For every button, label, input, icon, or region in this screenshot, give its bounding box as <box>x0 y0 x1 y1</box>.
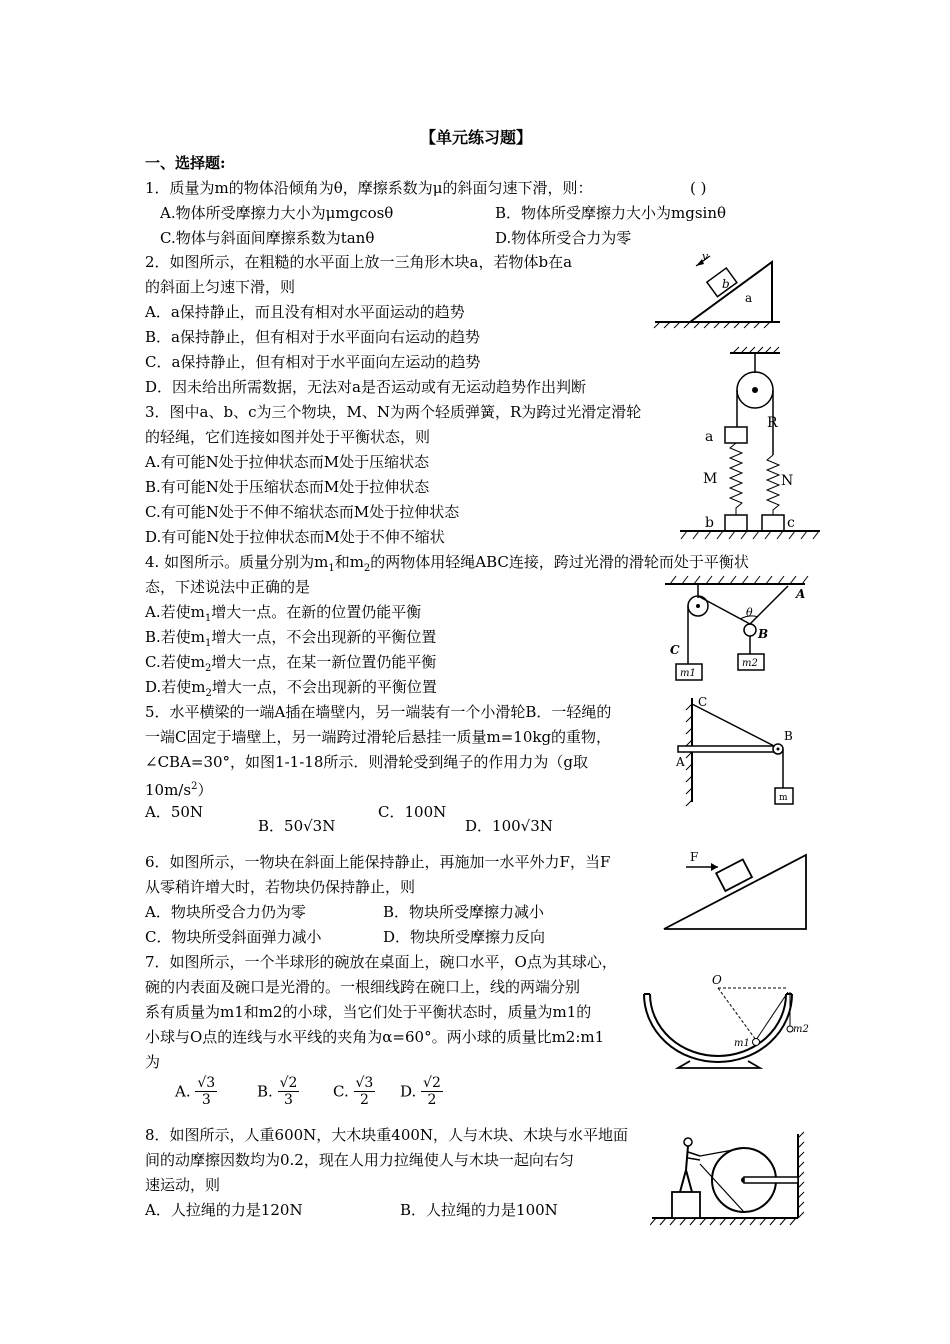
q2-fig-label-b: b <box>722 277 730 291</box>
q7-option-a: A. $\frac{√3}{3}$ <box>175 1075 216 1108</box>
q4-fig-label-b: B <box>758 627 769 641</box>
q7-option-d: D. $\frac{√2}{2}$ <box>400 1075 441 1108</box>
q6-option-a: A．物块所受合力仍为零 <box>145 903 306 921</box>
q6-option-b: B．物块所受摩擦力减小 <box>383 903 545 921</box>
q4-stem-line1: 4. 如图所示。质量分别为$m_1$和$m_2$的两物体用轻绳ABC连接，跨过光滑的滑轮而处于平衡状 <box>145 553 749 574</box>
q4-option-b: B.若使$m_1$增大一点，不会出现新的平衡位置 <box>145 628 437 649</box>
q6-incline-force-figure <box>660 845 815 935</box>
page-title: 【单元练习题】 <box>420 128 533 147</box>
q5-option-a: A．50N <box>145 803 204 821</box>
q2-incline-figure <box>650 250 785 330</box>
q2-fig-label-v: v <box>702 250 709 263</box>
q1-option-c: C.物体与斜面间摩擦系数为tanθ <box>160 229 375 247</box>
q4-pulley-figure <box>660 572 810 684</box>
q2-stem-line1: 2．如图所示，在粗糙的水平面上放一三角形木块a，若物体b在a <box>145 253 573 271</box>
q3-fig-label-b: b <box>705 515 714 531</box>
q2-option-d: D．因未给出所需数据，无法对a是否运动或有无运动趋势作出判断 <box>145 378 586 396</box>
q6-option-c: C．物块所受斜面弹力减小 <box>145 928 322 946</box>
q5-beam-figure <box>670 690 830 812</box>
q8-person-block-figure <box>650 1130 810 1226</box>
q1-answer-bracket: ( ) <box>690 179 707 197</box>
q5-fig-label-a: A <box>676 755 685 769</box>
q5-option-d: D．100√3N <box>465 817 553 835</box>
q1-option-d: D.物体所受合力为零 <box>495 229 632 247</box>
q3-fig-label-n: N <box>781 473 794 489</box>
q1-stem: 1．质量为m的物体沿倾角为θ，摩擦系数为μ的斜面匀速下滑，则： <box>145 179 593 197</box>
q3-fig-label-m: M <box>703 471 718 487</box>
q8-option-a: A．人拉绳的力是120N <box>145 1201 303 1219</box>
q6-stem-line2: 从零稍许增大时，若物块仍保持静止，则 <box>145 878 416 896</box>
q7-fig-label-m1: m1 <box>734 1038 750 1049</box>
q7-stem-line3: 系有质量为m1和m2的小球，当它们处于平衡状态时，质量为m1的 <box>145 1003 592 1021</box>
q8-stem-line2: 间的动摩擦因数均为0.2，现在人用力拉绳使人与木块一起向右匀 <box>145 1151 574 1169</box>
q5-stem-line3: ∠CBA=30°，如图1-1-18所示．则滑轮受到绳子的作用力为（g取 <box>145 753 588 771</box>
q3-fig-label-c: c <box>787 515 795 531</box>
q3-option-a: A.有可能N处于拉伸状态而M处于压缩状态 <box>145 453 430 471</box>
section-heading: 一、选择题: <box>145 154 226 172</box>
q7-stem-line1: 7．如图所示，一个半球形的碗放在桌面上，碗口水平，O点为其球心， <box>145 953 617 971</box>
q4-fig-label-a: A <box>796 587 806 601</box>
q6-option-d: D．物块所受摩擦力反向 <box>383 928 546 946</box>
q4-fig-label-theta: θ <box>746 606 753 619</box>
q3-option-d: D.有可能N处于拉伸状态而M处于不伸不缩状 <box>145 528 445 546</box>
q3-stem-line1: 3．图中a、b、c为三个物块，M、N为两个轻质弹簧，R为跨过光滑定滑轮 <box>145 403 642 421</box>
q1-option-a: A.物体所受摩擦力大小为μmgcosθ <box>160 204 394 222</box>
q7-stem-line4: 小球与O点的连线与水平线的夹角为α=60°。两小球的质量比m2:m1 <box>145 1028 605 1046</box>
q2-stem-line2: 的斜面上匀速下滑，则 <box>145 278 296 296</box>
q2-option-a: A．a保持静止，而且没有相对水平面运动的趋势 <box>145 303 465 321</box>
q7-stem-line5: 为 <box>145 1053 161 1071</box>
q8-stem-line1: 8．如图所示，人重600N，大木块重400N，人与木块、木块与水平地面 <box>145 1126 629 1144</box>
q4-option-a: A.若使$m_1$增大一点。在新的位置仍能平衡 <box>145 603 422 624</box>
q4-fig-label-c: C <box>670 643 680 657</box>
q5-fig-label-b: B <box>784 729 793 743</box>
q7-stem-line2: 碗的内表面及碗口是光滑的。一根细线跨在碗口上，线的两端分别 <box>145 978 581 996</box>
q4-fig-label-m2: m2 <box>742 658 758 669</box>
q3-fig-label-a: a <box>705 429 714 445</box>
q2-fig-label-a: a <box>745 291 753 305</box>
q3-fig-label-r: R <box>767 415 778 431</box>
q7-option-c: C. $\frac{√3}{2}$ <box>333 1075 374 1108</box>
q3-stem-line2: 的轻绳，它们连接如图并处于平衡状态，则 <box>145 428 431 446</box>
q8-option-b: B．人拉绳的力是100N <box>400 1201 558 1219</box>
q7-fig-label-o: O <box>712 973 722 987</box>
q5-option-c: C．100N <box>378 803 447 821</box>
q4-fig-label-m1: m1 <box>680 668 696 679</box>
q6-fig-label-f: F <box>690 850 699 864</box>
q2-option-c: C．a保持静止，但有相对于水平面向左运动的趋势 <box>145 353 481 371</box>
q3-option-b: B.有可能N处于压缩状态而M处于拉伸状态 <box>145 478 430 496</box>
q7-option-b: B. $\frac{√2}{3}$ <box>257 1075 298 1108</box>
q3-option-c: C.有可能N处于不伸不缩状态而M处于拉伸状态 <box>145 503 460 521</box>
q7-bowl-figure <box>640 968 815 1070</box>
q6-stem-line1: 6．如图所示，一物块在斜面上能保持静止，再施加一水平外力F，当F <box>145 853 611 871</box>
q7-fig-label-m2: m2 <box>793 1024 809 1035</box>
q5-option-b: B．50√3N <box>258 817 336 835</box>
q5-stem-line1: 5．水平横梁的一端A插在墙壁内，另一端装有一个小滑轮B．一轻绳的 <box>145 703 612 721</box>
q5-fig-label-c: C <box>698 695 708 709</box>
q5-stem-line2: 一端C固定于墙壁上，另一端跨过滑轮后悬挂一质量m=10kg的重物， <box>145 728 612 746</box>
q3-spring-pulley-figure <box>675 345 825 545</box>
q5-fig-label-m: m <box>779 793 788 803</box>
q1-option-b: B．物体所受摩擦力大小为mgsinθ <box>495 204 727 222</box>
q2-option-b: B．a保持静止，但有相对于水平面向右运动的趋势 <box>145 328 480 346</box>
q4-option-d: D.若使$m_2$增大一点，不会出现新的平衡位置 <box>145 678 437 699</box>
q8-stem-line3: 速运动，则 <box>145 1176 221 1194</box>
q4-stem-line2: 态，下述说法中正确的是 <box>145 578 311 596</box>
q5-stem-line4: $10m/s^2$） <box>145 781 213 799</box>
q4-option-c: C.若使$m_2$增大一点，在某一新位置仍能平衡 <box>145 653 437 674</box>
